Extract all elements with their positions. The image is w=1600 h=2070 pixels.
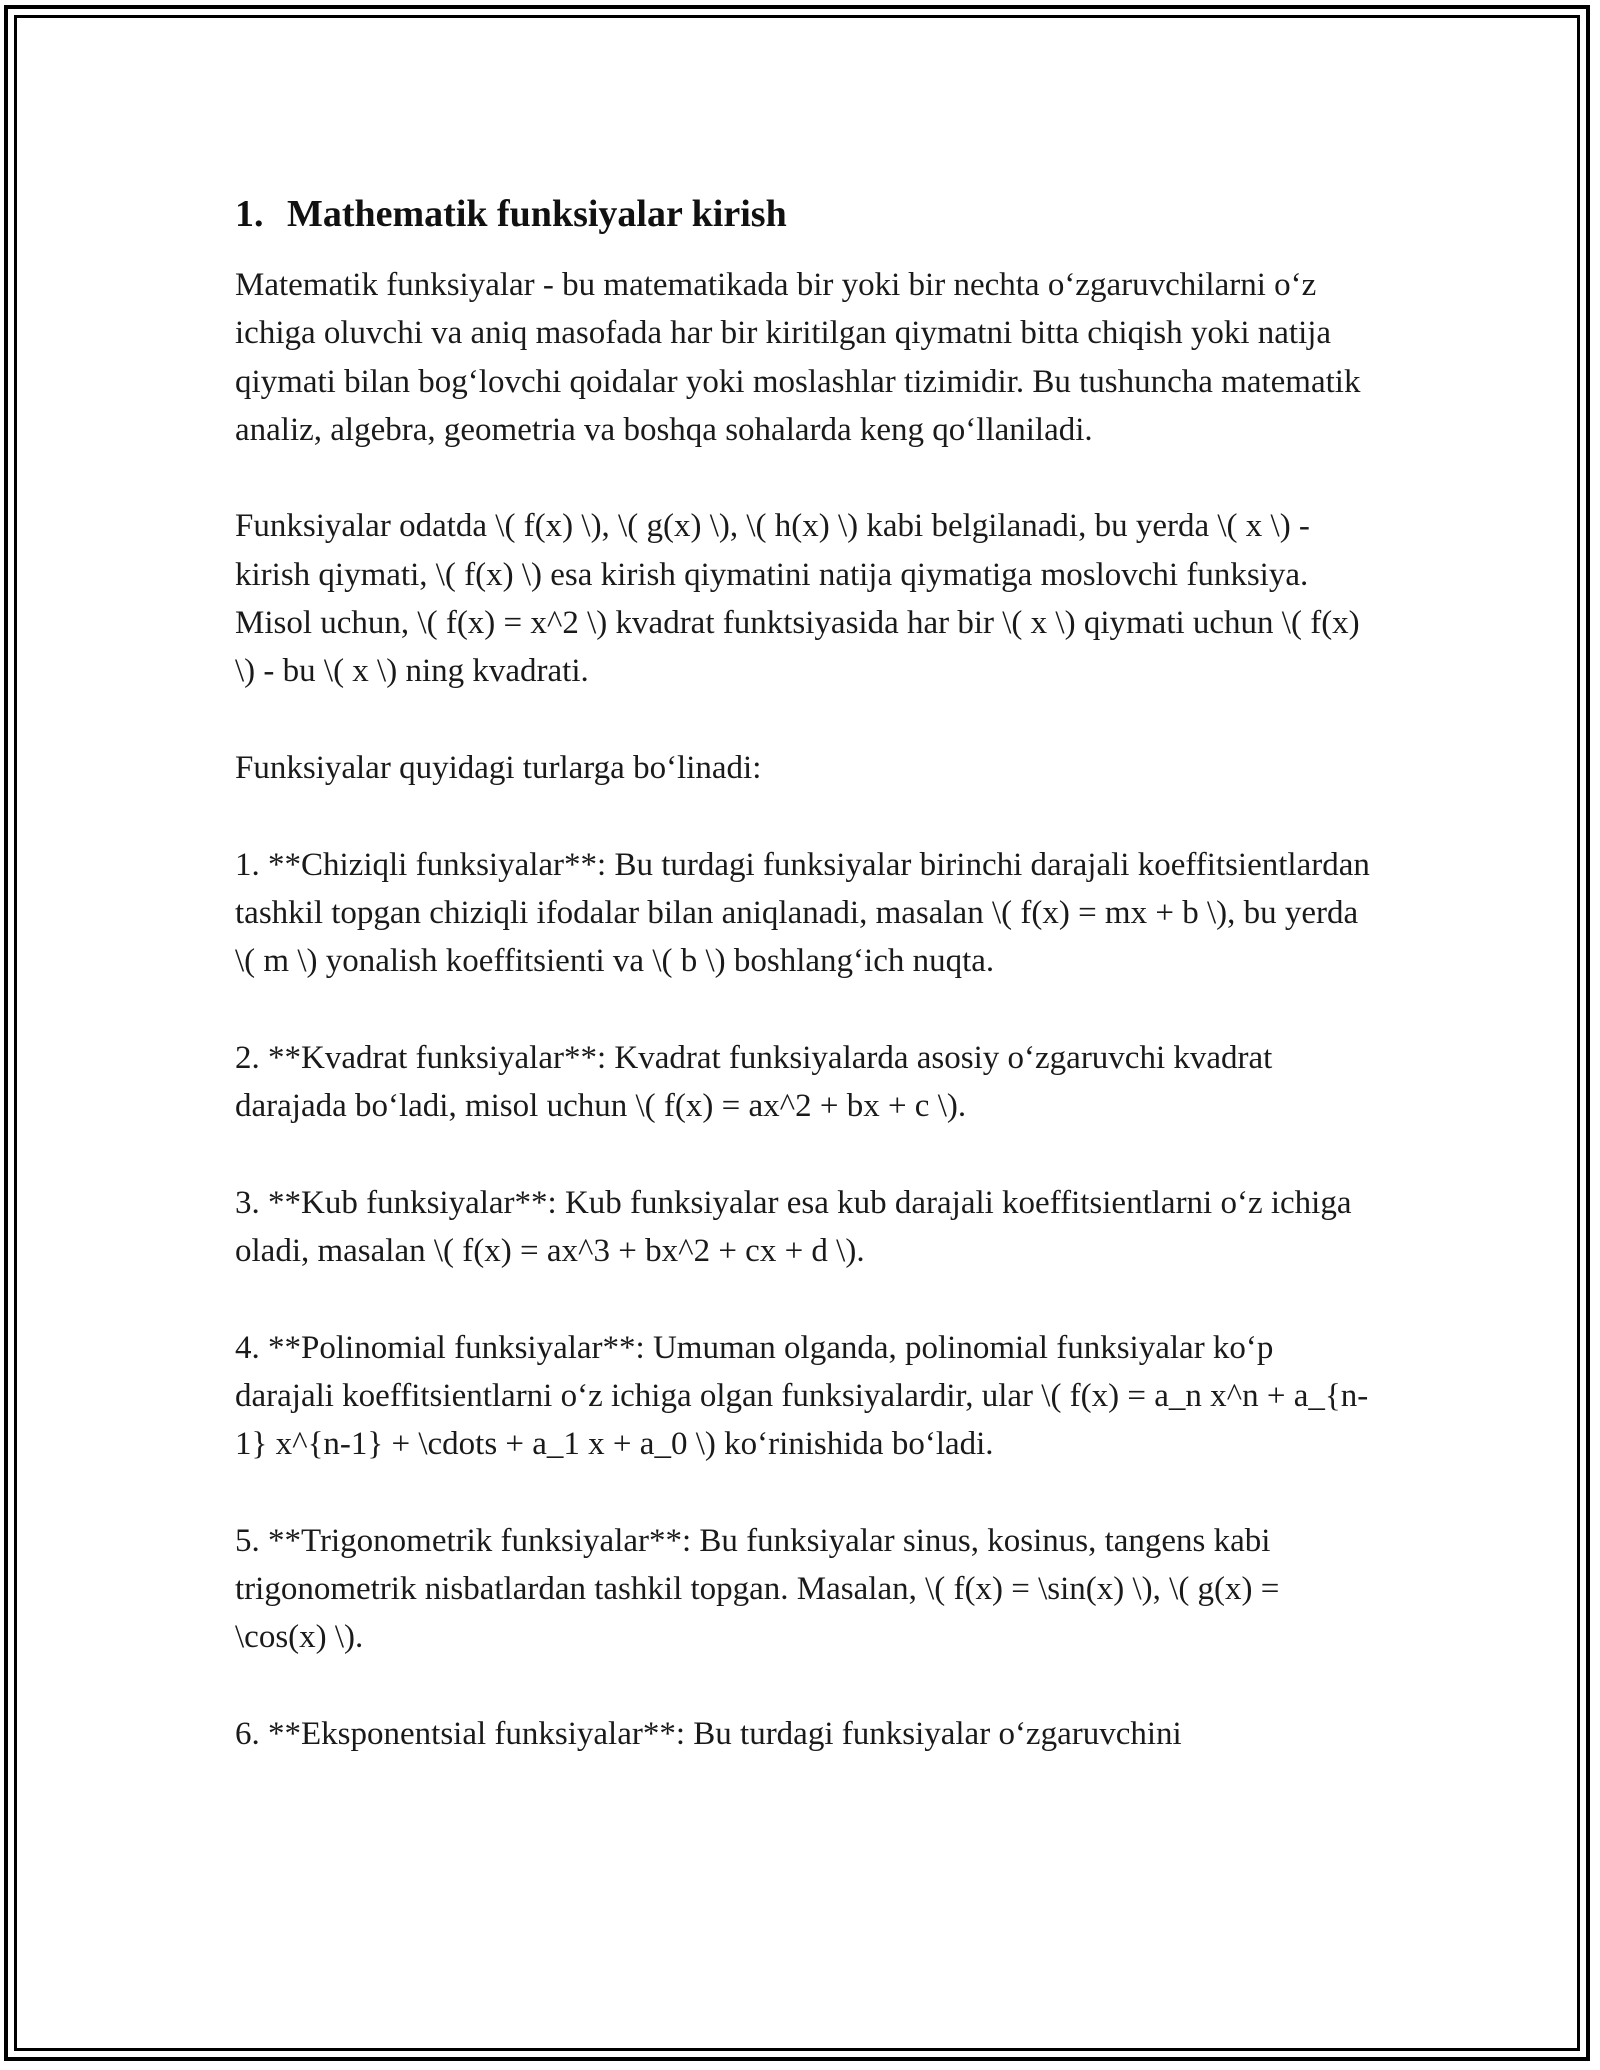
list-item-linear: 1. **Chiziqli funksiyalar**: Bu turdagi funksiyalar birinchi darajali koeffitsientlardan tashkil topgan chiziqli ifodalar bilan aniqlanadi, masalan \( f(x) = mx + b \), bu yerda \( m \) yonalish koeffitsienti va \( b \) boshlang‘ich nuqta.	[235, 846, 1370, 980]
list-item-cubic: 3. **Kub funksiyalar**: Kub funksiyalar esa kub darajali koeffitsientlarni o‘z ichiga oladi, masalan \( f(x) = ax^3 + bx^2 + cx + d \).	[235, 1184, 1352, 1269]
paragraph-intro: Matematik funksiyalar - bu matematikada bir yoki bir nechta o‘zgaruvchilarni o‘z ichiga oluvchi va aniq masofada har bir kiritilgan qiymatni bitta chiqish yoki natija qiymati bilan bog‘lovchi qoidalar yoki moslashlar tizimidir. Bu tushuncha matematik analiz, algebra, geometria va boshqa sohalarda keng qo‘llaniladi.	[235, 267, 1361, 448]
list-item-exponential: 6. **Eksponentsial funksiyalar**: Bu turdagi funksiyalar o‘zgaruvchini	[235, 1715, 1182, 1752]
section-heading	[235, 188, 1375, 240]
list-item-quadratic: 2. **Kvadrat funksiyalar**: Kvadrat funksiyalarda asosiy o‘zgaruvchi kvadrat darajada bo‘ladi, misol uchun \( f(x) = ax^2 + bx + c \).	[235, 1039, 1273, 1125]
section-title: Mathematik funksiyalar kirish	[287, 193, 787, 235]
section-number: 1.	[235, 193, 264, 235]
list-item-trigonometric: 5. **Trigonometrik funksiyalar**: Bu funksiyalar sinus, kosinus, tangens kabi trigonometrik nisbatlardan tashkil topgan. Masalan, \( f(x) = \sin(x) \), \( g(x) = \cos(x) \).	[235, 1522, 1280, 1656]
paragraph-types-intro: Funksiyalar quyidagi turlarga bo‘linadi:	[235, 749, 762, 786]
document-body	[235, 188, 1375, 1758]
list-item-polynomial: 4. **Polinomial funksiyalar**: Umuman olganda, polinomial funksiyalar ko‘p darajali koeffitsientlarni o‘z ichiga olgan funksiyalardir, ular \( f(x) = a_n x^n + a_{n-1} x^{n-1} + \cdots + a_1 x + a_0 \) ko‘rinishida bo‘ladi.	[235, 1329, 1369, 1463]
paragraph-notation: Funksiyalar odatda \( f(x) \), \( g(x) \), \( h(x) \) kabi belgilanadi, bu yerda \( x \) - kirish qiymati, \( f(x) \) esa kirish qiymatini natija qiymatiga moslovchi funksiya. Misol uchun, \( f(x) = x^2 \) kvadrat funktsiyasida har bir \( x \) qiymati uchun \( f(x) \) - bu \( x \) ning kvadrati.	[235, 508, 1360, 690]
